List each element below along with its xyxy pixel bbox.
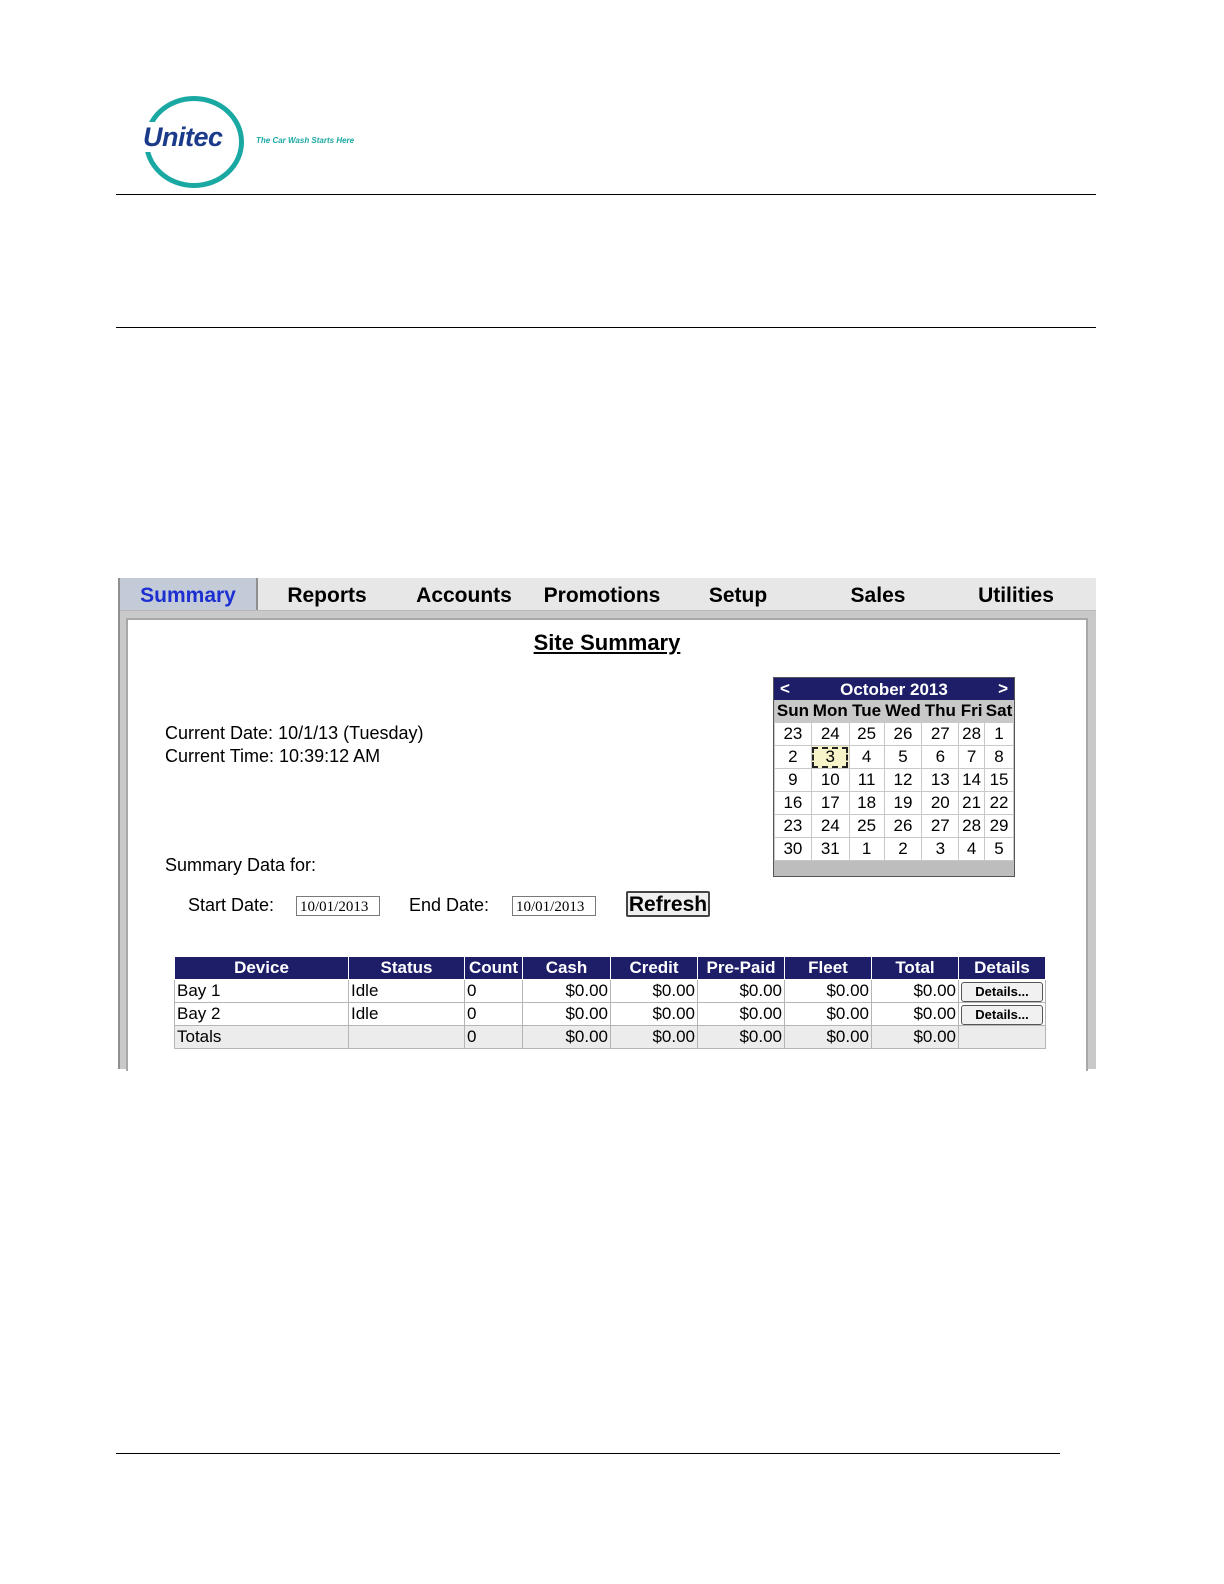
calendar-day[interactable]: 24 xyxy=(811,723,849,746)
calendar-day[interactable]: 4 xyxy=(849,746,884,769)
summary-panel xyxy=(126,618,1088,1071)
cell-fleet: $0.00 xyxy=(785,980,872,1003)
calendar-day[interactable]: 24 xyxy=(811,815,849,838)
calendar-day[interactable]: 21 xyxy=(959,792,985,815)
cell-cash: $0.00 xyxy=(523,1003,611,1026)
cell-details xyxy=(959,1003,1046,1026)
tab-accounts[interactable]: Accounts xyxy=(416,584,512,607)
cell-credit: $0.00 xyxy=(611,980,698,1003)
calendar-day[interactable]: 22 xyxy=(985,792,1014,815)
calendar-day-header: Mon xyxy=(811,700,849,723)
cell-count: 0 xyxy=(465,980,523,1003)
cell-cash: $0.00 xyxy=(523,980,611,1003)
divider-middle xyxy=(116,327,1096,328)
calendar-day[interactable]: 2 xyxy=(775,746,812,769)
cell-credit: $0.00 xyxy=(611,1026,698,1049)
cell-cash: $0.00 xyxy=(523,1026,611,1049)
details-button[interactable]: Details... xyxy=(961,1005,1043,1025)
column-header-total: Total xyxy=(872,957,959,980)
cell-prepaid: $0.00 xyxy=(698,980,785,1003)
calendar-day[interactable]: 23 xyxy=(775,723,812,746)
cell-status: Idle xyxy=(349,980,465,1003)
column-header-device: Device xyxy=(175,957,349,980)
cell-device: Bay 2 xyxy=(175,1003,349,1026)
cell-prepaid: $0.00 xyxy=(698,1003,785,1026)
start-date-label: Start Date: xyxy=(188,895,275,915)
cell-device: Totals xyxy=(175,1026,349,1049)
calendar-day[interactable]: 25 xyxy=(849,723,884,746)
calendar-day[interactable]: 6 xyxy=(922,746,959,769)
calendar-day-header: Fri xyxy=(959,700,985,723)
calendar-day-header: Wed xyxy=(884,700,922,723)
details-button[interactable]: Details... xyxy=(961,982,1043,1002)
calendar-day[interactable]: 5 xyxy=(985,838,1014,861)
calendar-day[interactable]: 3 xyxy=(922,838,959,861)
calendar-day[interactable]: 23 xyxy=(775,815,812,838)
column-header-count: Count xyxy=(465,957,523,980)
current-time-value: 10:39:12 AM xyxy=(279,746,381,766)
table-row xyxy=(175,980,1046,1003)
table-row xyxy=(175,1003,1046,1026)
calendar-day[interactable]: 26 xyxy=(884,815,922,838)
cell-credit: $0.00 xyxy=(611,1003,698,1026)
calendar-month-title: October 2013 xyxy=(840,680,948,699)
calendar-grid xyxy=(774,700,1014,861)
column-header-status: Status xyxy=(349,957,465,980)
cell-status xyxy=(349,1026,465,1049)
cell-details xyxy=(959,1026,1046,1049)
calendar-day[interactable]: 30 xyxy=(775,838,812,861)
calendar-day[interactable]: 16 xyxy=(775,792,812,815)
calendar-day[interactable]: 19 xyxy=(884,792,922,815)
cell-count: 0 xyxy=(465,1003,523,1026)
column-header-credit: Credit xyxy=(611,957,698,980)
tab-sales[interactable]: Sales xyxy=(850,584,906,607)
calendar-day[interactable]: 4 xyxy=(959,838,985,861)
calendar-day[interactable]: 1 xyxy=(985,723,1014,746)
calendar-day[interactable]: 9 xyxy=(775,769,812,792)
calendar-day[interactable]: 13 xyxy=(922,769,959,792)
calendar-day[interactable]: 15 xyxy=(985,769,1014,792)
start-date-input[interactable]: 10/01/2013 xyxy=(296,896,380,916)
current-date-label: Current Date: xyxy=(165,723,274,743)
calendar-day[interactable]: 2 xyxy=(884,838,922,861)
current-time xyxy=(165,746,380,767)
refresh-button[interactable]: Refresh xyxy=(626,891,710,917)
cell-total: $0.00 xyxy=(872,980,959,1003)
calendar-day-header: Tue xyxy=(849,700,884,723)
calendar-day[interactable]: 11 xyxy=(849,769,884,792)
calendar-day-selected[interactable]: 3 xyxy=(811,746,849,769)
column-header-cash: Cash xyxy=(523,957,611,980)
calendar-day[interactable]: 5 xyxy=(884,746,922,769)
cell-fleet: $0.00 xyxy=(785,1003,872,1026)
page-title: Site Summary xyxy=(533,630,681,655)
calendar-day[interactable]: 14 xyxy=(959,769,985,792)
cell-status: Idle xyxy=(349,1003,465,1026)
calendar-day-header: Sat xyxy=(985,700,1014,723)
calendar-header xyxy=(774,678,1014,700)
main-tab-bar xyxy=(120,578,1096,611)
cell-count: 0 xyxy=(465,1026,523,1049)
calendar-next-button[interactable]: > xyxy=(998,679,1008,698)
calendar-day-header: Sun xyxy=(775,700,812,723)
logo-tagline: The Car Wash Starts Here xyxy=(256,136,355,145)
current-time-label: Current Time: xyxy=(165,746,275,766)
calendar-day[interactable]: 25 xyxy=(849,815,884,838)
current-date xyxy=(165,723,423,744)
tab-reports[interactable]: Reports xyxy=(287,584,367,607)
calendar-day[interactable]: 29 xyxy=(985,815,1014,838)
tab-utilities[interactable]: Utilities xyxy=(978,584,1054,607)
calendar-day[interactable]: 17 xyxy=(811,792,849,815)
cell-total: $0.00 xyxy=(872,1003,959,1026)
current-date-value: 10/1/13 (Tuesday) xyxy=(278,723,424,743)
calendar-day[interactable]: 31 xyxy=(811,838,849,861)
tab-summary[interactable]: Summary xyxy=(120,578,258,610)
logo-wordmark: Unitec xyxy=(143,122,223,152)
end-date-input[interactable]: 10/01/2013 xyxy=(512,896,596,916)
tab-setup[interactable]: Setup xyxy=(708,584,768,607)
divider-top xyxy=(116,194,1096,195)
column-header-fleet: Fleet xyxy=(785,957,872,980)
cell-total: $0.00 xyxy=(872,1026,959,1049)
cell-fleet: $0.00 xyxy=(785,1026,872,1049)
cell-device: Bay 1 xyxy=(175,980,349,1003)
calendar-day[interactable]: 10 xyxy=(811,769,849,792)
calendar-day[interactable]: 28 xyxy=(959,815,985,838)
tab-promotions[interactable]: Promotions xyxy=(543,584,661,607)
summary-table xyxy=(174,956,1046,1049)
calendar-day[interactable]: 8 xyxy=(985,746,1014,769)
calendar-day[interactable]: 27 xyxy=(922,723,959,746)
calendar xyxy=(773,677,1015,877)
calendar-day[interactable]: 27 xyxy=(922,815,959,838)
calendar-day-header: Thu xyxy=(922,700,959,723)
end-date-label: End Date: xyxy=(409,895,490,915)
summary-data-label: Summary Data for: xyxy=(165,855,317,875)
cell-prepaid: $0.00 xyxy=(698,1026,785,1049)
calendar-day[interactable]: 26 xyxy=(884,723,922,746)
totals-row xyxy=(175,1026,1046,1049)
calendar-day[interactable]: 18 xyxy=(849,792,884,815)
table-header-row xyxy=(175,957,1046,980)
site-summary-screenshot xyxy=(118,578,1096,1069)
column-header-details: Details xyxy=(959,957,1046,980)
calendar-day[interactable]: 20 xyxy=(922,792,959,815)
divider-footer xyxy=(116,1453,1060,1454)
column-header-prepaid: Pre-Paid xyxy=(698,957,785,980)
calendar-day[interactable]: 7 xyxy=(959,746,985,769)
cell-details xyxy=(959,980,1046,1003)
calendar-prev-button[interactable]: < xyxy=(780,679,790,698)
calendar-day[interactable]: 12 xyxy=(884,769,922,792)
calendar-day[interactable]: 28 xyxy=(959,723,985,746)
calendar-day[interactable]: 1 xyxy=(849,838,884,861)
